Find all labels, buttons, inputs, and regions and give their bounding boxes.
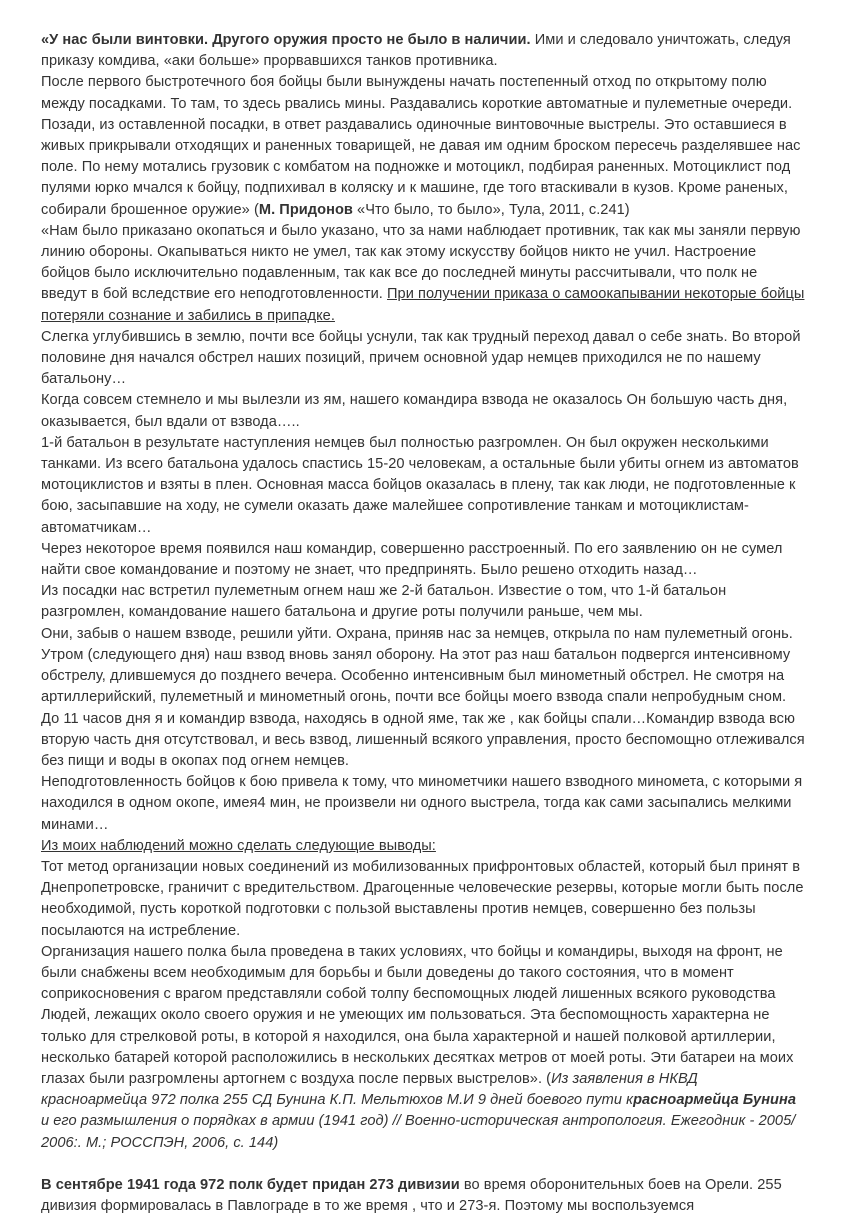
paragraph-conclusion-two — [41, 942, 806, 1154]
paragraph-text: Ими и следовало уничтожать, следуя приказу комдива, «аки больше» прорвавшихся танков противника. — [41, 32, 791, 70]
paragraph-text: «Нам было приказано окопаться и было указано, что за нами наблюдает противник, так как мы заняли первую линию обороны. Окапываться никто не умел, так как этому искусству бойцов никто не учил. Настроение бойцов было исключительно подавленным, так как все до последней минуты рассчитывали, что полк не введут в бой вследствие его неподготовленности. — [41, 222, 801, 303]
paragraph-first-battalion: 1-й батальон в результате наступления немцев был полностью разгромлен. Он был окружен несколькими танками. Из всего батальона удалось спастись 15-20 человекам, а остальные были убиты огнем из автоматов мотоциклистов и взяты в плен. Основная масса бойцов оказалась в плену, так как люди, не подготовленные к бою, засыпавшие на ходу, не сумели оказать даже малейшее сопротивление танкам и мотоциклистам-автоматчикам… — [41, 434, 799, 536]
source-citation: «Что было, то было», Тула, 2011, с.241) — [352, 201, 630, 218]
paragraph-quote-intro — [41, 30, 806, 72]
paragraph-commander-absent: Когда совсем стемнело и мы вылезли из ям, нашего командира взвода не оказалось Он большую часть дня, оказывается, был вдали от взвода….. — [41, 392, 788, 430]
paragraph-september — [41, 1175, 806, 1217]
bold-quote-lead: «У нас были винтовки. Другого оружия просто не было в наличии. — [41, 32, 531, 48]
paragraph-second-battalion: Из посадки нас встретил пулеметным огнем наш же 2-й батальон. Известие о том, что 1-й батальон разгромлен, командование нашего батальона и другие роты получили раньше, чем мы. — [41, 583, 727, 621]
citation-italic-bold: расноармейца Бунина — [633, 1092, 797, 1109]
document-body — [41, 30, 806, 1217]
underlined-sentence: При получении приказа о самоокапывании некоторые бойцы потеряли сознание и забились в припадке. — [41, 286, 805, 324]
paragraph-text: Организация нашего полка была проведена в таких условиях, что бойцы и командиры, выходя на фронт, не были снабжены всем необходимым для борьбы и были доведены до такого состояния, что в момент соприкосновения с врагом представляли собой толпу беспомощных людей лишенных всякого руководства Людей, лежащих около своего оружия и не умеющих им пользоваться. Эта беспомощность характерна не только для стрелковой роты, в которой я находился, она была характерной и нашей полковой артиллерии, несколько батарей которой расположились в нескольких десятках метров от моей роты. Эти батареи на моих глазах были разгромлены артогнем с воздуха после первых выстрелов». ( — [41, 943, 794, 1087]
paragraph-retreat — [41, 72, 806, 220]
paragraph-defense: Они, забыв о нашем взводе, решили уйти. Охрана, приняв нас за немцев, открыла по нам пулеметный огонь. Утром (следующего дня) наш взвод вновь занял оборону. На этот раз наш батальон подвергся интенсивному обстрелу, длившемуся до позднего вечера. Особенно интенсивным был минометный обстрел. Не смотря на артиллерийский, пулеметный и минометный огонь, почти все бойцы моего взвода спали непробудным сном. До 11 часов дня я и командир взвода, находясь в одной яме, так же , как бойцы спали…Командир взвода всю вторую часть дня отсутствовал, и весь взвод, лишенный всякого управления, просто беспомощно отлеживался без пищи и воды в окопах под огнем немцев. — [41, 625, 805, 769]
paragraph-commander-return: Через некоторое время появился наш командир, совершенно расстроенный. По его заявлению он не сумел найти свое командование и поэтому не знает, что предпринять. Было решено отходить назад… — [41, 540, 783, 579]
paragraph-spacer — [41, 1154, 806, 1175]
paragraph-mortar: Неподготовленность бойцов к бою привела к тому, что минометчики нашего взводного миномета, с которыми я находился в одном окопе, имея4 мин, не произвели ни одного выстрела, тогда как сами засыпались мелкими минами… — [41, 774, 803, 833]
paragraph-text: во время оборонительных боев на Орели. 255 дивизия формировалась в Павлограде в то же время , что и 273-я. Поэтому мы воспользуемся — [41, 1176, 782, 1214]
citation-italic: Из заявления в НКВД красноармейца 972 полка 255 СД Бунина К.П. Мельтюхов М.И 9 дней боевого пути к — [41, 1070, 698, 1109]
citation-italic-tail: и его размышления о порядках в армии (1941 год) // Военно-историческая антропология. Ежегодник - 2005/ 2006:. М.; РОССПЭН, 2006, с. 144) — [41, 1113, 796, 1151]
paragraph-conclusions-heading: Из моих наблюдений можно сделать следующие выводы: — [41, 837, 436, 854]
paragraph-conclusion-one: Тот метод организации новых соединений из мобилизованных прифронтовых областей, который был принят в Днепропетровске, граничит с вредительством. Драгоценные человеческие резервы, которые могли быть после необходимой, пусть короткой подготовки с пользой выставлены против немцев, совершенно без пользы посылаются на истребление. — [41, 858, 804, 939]
paragraph-shelling: Слегка углубившись в землю, почти все бойцы уснули, так как трудный переход давал о себе знать. Во второй половине дня начался обстрел наших позиций, причем основной удар немцев приходился не по нашему батальону… — [41, 328, 801, 388]
paragraph-entrenchment — [41, 221, 806, 327]
paragraph-text: После первого быстротечного боя бойцы были вынуждены начать постепенный отход по открытому полю между посадками. То там, то здесь рвались мины. Раздавались короткие автоматные и пулеметные очереди. Позади, из оставленной посадки, в ответ раздавались одиночные винтовочные выстрелы. Это оставшиеся в живых прикрывали отходящих и раненных товарищей, не давая им одним броском пересечь разделявшее нас поле. По нему мотались грузовик с комбатом на подножке и мотоцикл, подбирая раненных. Мотоциклист под пулями юрко мчался к бойцу, подпихивал в коляску и к машине, где того втаскивали в кузов. Кроме раненых, собирали брошенное оружие» ( — [41, 74, 801, 218]
bold-lead: В сентябре 1941 года 972 полк будет придан 273 дивизии — [41, 1176, 460, 1193]
author-name: М. Придонов — [258, 201, 353, 218]
